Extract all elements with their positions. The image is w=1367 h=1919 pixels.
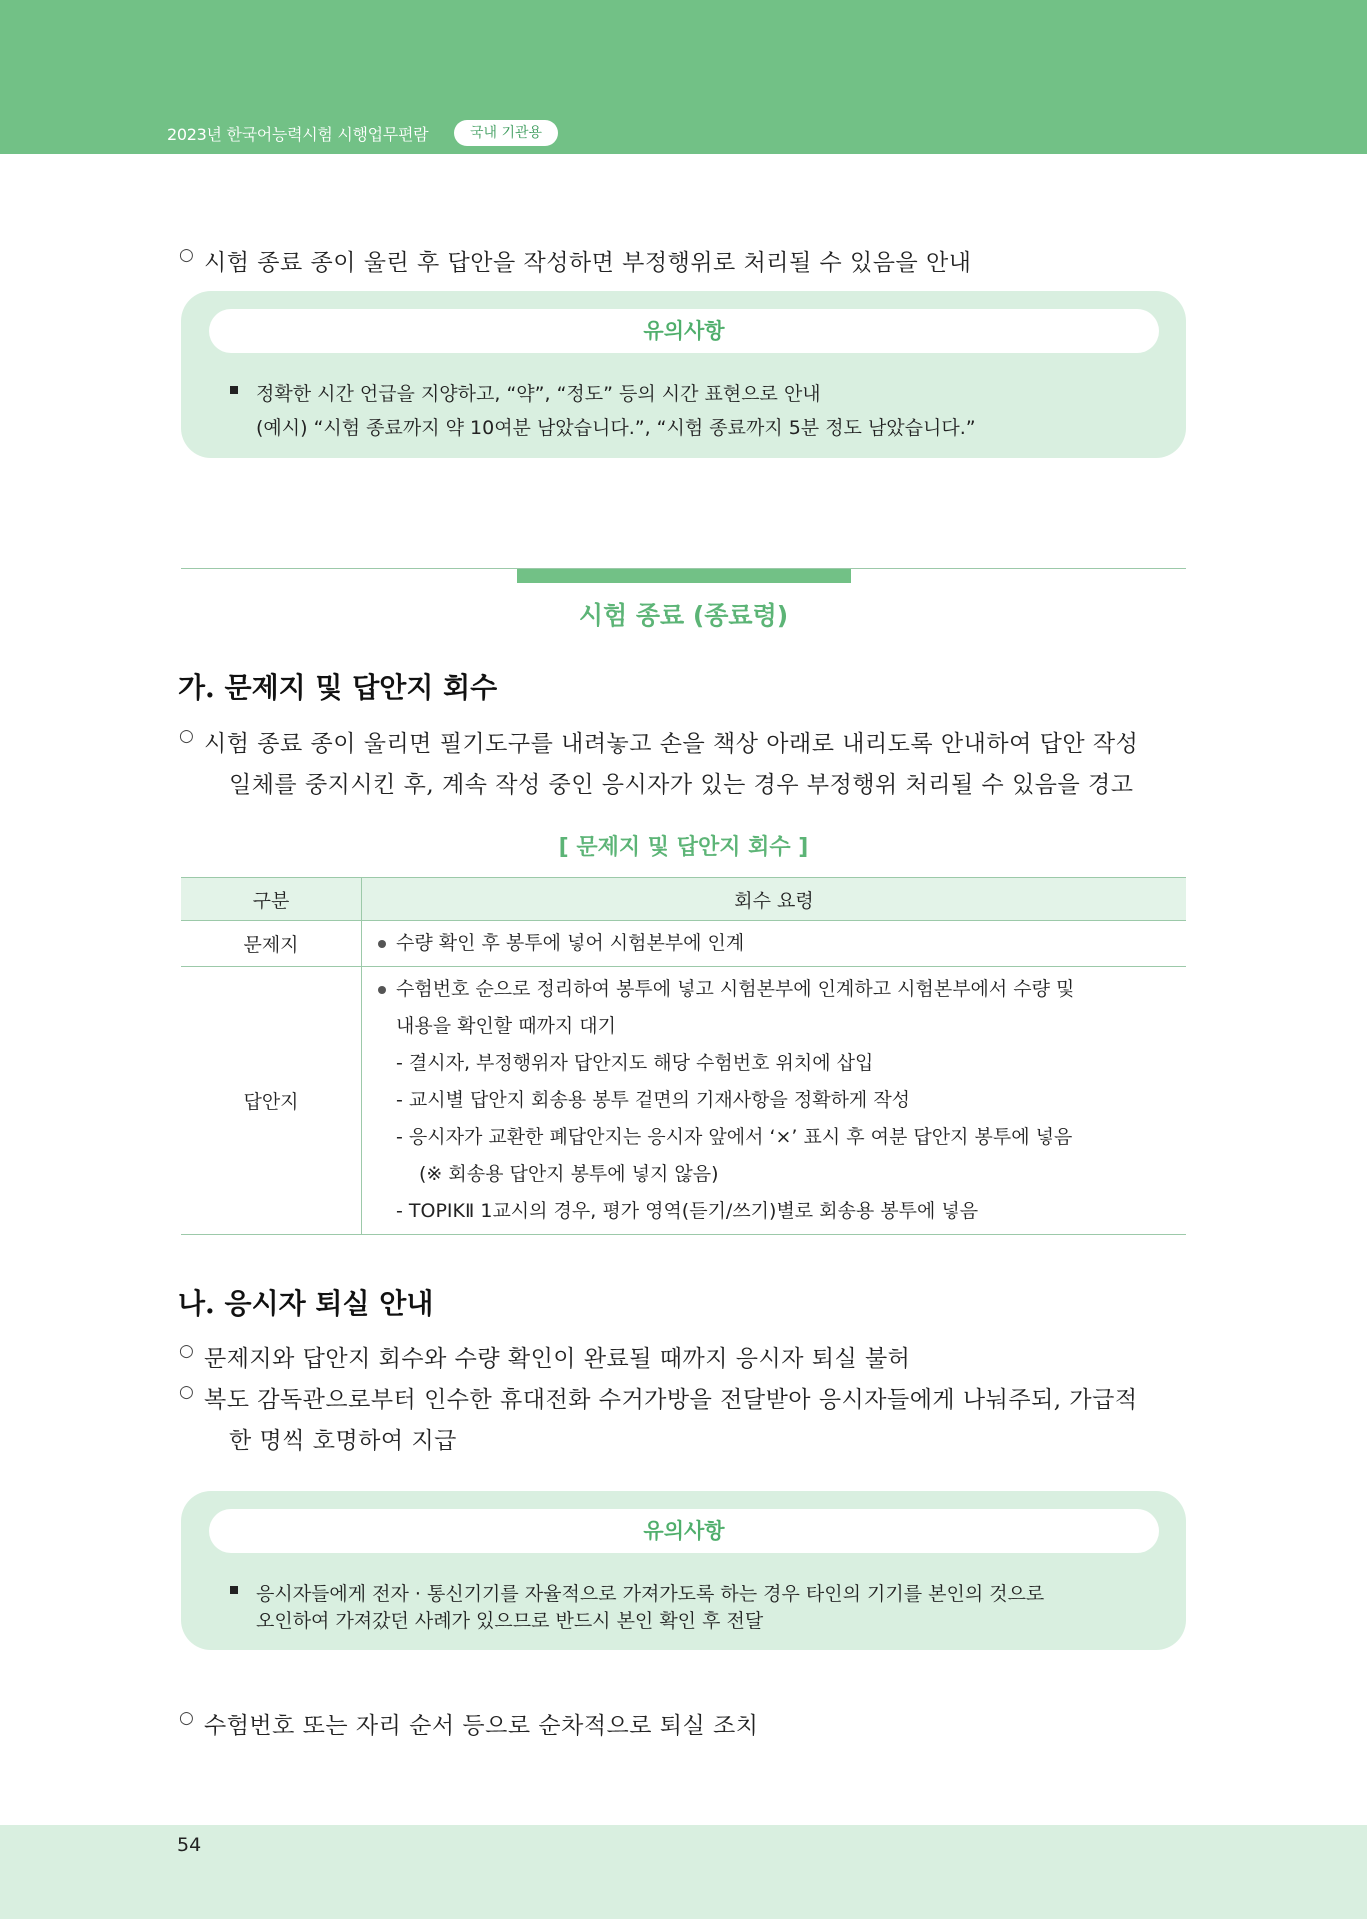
circle-bullet-icon: ○ xyxy=(179,726,195,746)
recovery-table xyxy=(181,877,1186,1235)
list-item: - 응시자가 교환한 폐답안지는 응시자 앞에서 ‘×’ 표시 후 여분 답안지 봉투에 넣음 xyxy=(396,1126,1073,1148)
note-line-text: 정확한 시간 언급을 지양하고, “약”, “정도” 등의 시간 표현으로 안내 xyxy=(256,383,821,405)
list-item: 수량 확인 후 봉투에 넣어 시험본부에 인계 xyxy=(374,925,1186,962)
note-title: 유의사항 xyxy=(209,309,1159,353)
table-row xyxy=(181,967,1186,1235)
list-item: - 교시별 답안지 회송용 봉투 겉면의 기재사항을 정확하게 작성 xyxy=(396,1089,911,1111)
note-box-time xyxy=(181,291,1186,458)
exit-bullet-text: 문제지와 답안지 회수와 수량 확인이 완료될 때까지 응시자 퇴실 불허 xyxy=(204,1346,911,1372)
circle-bullet-icon: ○ xyxy=(179,1382,195,1402)
collect-bullet xyxy=(179,725,1139,758)
table-cell-method xyxy=(362,967,1187,1235)
table-cell-category: 답안지 xyxy=(181,967,362,1235)
note-line-continuation: 오인하여 가져갔던 사례가 있으므로 반드시 본인 확인 후 전달 xyxy=(256,1610,764,1632)
circle-bullet-icon: ○ xyxy=(179,1341,195,1361)
column-header: 구분 xyxy=(181,878,362,921)
heading-collect: 가. 문제지 및 답안지 회수 xyxy=(178,671,498,704)
note-example: (예시) “시험 종료까지 약 10여분 남았습니다.”, “시험 종료까지 5분 정도 남았습니다.” xyxy=(256,417,976,439)
list-item: - TOPIKⅡ 1교시의 경우, 평가 영역(듣기/쓰기)별로 회송용 봉투에 넣음 xyxy=(396,1200,979,1222)
table-header-row xyxy=(181,878,1186,921)
document-title: 2023년 한국어능력시험 시행업무편람 xyxy=(167,125,429,144)
circle-bullet-icon: ○ xyxy=(179,245,195,265)
section-tab-accent xyxy=(517,569,851,583)
edition-badge: 국내 기관용 xyxy=(454,120,558,146)
section-title: 시험 종료 (종료령) xyxy=(578,601,789,630)
intro-bullet-text: 시험 종료 종이 울린 후 답안을 작성하면 부정행위로 처리될 수 있음을 안내 xyxy=(204,250,972,276)
phone-bag-bullet xyxy=(179,1381,1138,1414)
collect-bullet-continuation: 일체를 중지시킨 후, 계속 작성 중인 응시자가 있는 경우 부정행위 처리될 수 있음을 경고 xyxy=(229,772,1134,798)
note-line-text: 응시자들에게 전자 · 통신기기를 자율적으로 가져가도록 하는 경우 타인의 기기를 본인의 것으로 xyxy=(256,1583,1045,1605)
column-header: 회수 요령 xyxy=(362,878,1187,921)
intro-bullet xyxy=(179,244,972,277)
final-bullet-text: 수험번호 또는 자리 순서 등으로 순차적으로 퇴실 조치 xyxy=(204,1713,759,1739)
square-bullet-icon xyxy=(230,386,238,394)
list-item: - 결시자, 부정행위자 답안지도 해당 수험번호 위치에 삽입 xyxy=(396,1052,874,1074)
list-item: (※ 회송용 답안지 봉투에 넣지 않음) xyxy=(419,1163,719,1185)
square-bullet-icon xyxy=(230,1586,238,1594)
heading-exit: 나. 응시자 퇴실 안내 xyxy=(178,1287,434,1320)
exit-bullet xyxy=(179,1340,911,1373)
table-cell-method xyxy=(362,921,1187,967)
table-row xyxy=(181,921,1186,967)
circle-bullet-icon: ○ xyxy=(179,1708,195,1728)
table-caption: [ 문제지 및 답안지 회수 ] xyxy=(558,835,809,860)
final-bullet xyxy=(179,1707,759,1740)
list-item: 내용을 확인할 때까지 대기 xyxy=(396,1015,617,1037)
list-item: 수험번호 순으로 정리하여 봉투에 넣고 시험본부에 인계하고 시험본부에서 수량 및 xyxy=(374,971,1186,1008)
phone-bag-bullet-continuation: 한 명씩 호명하여 지급 xyxy=(229,1428,457,1454)
table-cell-category: 문제지 xyxy=(181,921,362,967)
note-line xyxy=(256,379,821,406)
page-number: 54 xyxy=(177,1834,202,1856)
collect-bullet-text: 시험 종료 종이 울리면 필기도구를 내려놓고 손을 책상 아래로 내리도록 안내하여 답안 작성 xyxy=(204,731,1139,757)
note-line xyxy=(256,1579,1044,1606)
footer-band xyxy=(0,1825,1367,1919)
note-title: 유의사항 xyxy=(209,1509,1159,1553)
phone-bag-bullet-text: 복도 감독관으로부터 인수한 휴대전화 수거가방을 전달받아 응시자들에게 나눠주되, 가급적 xyxy=(204,1387,1138,1413)
note-box-devices xyxy=(181,1491,1186,1650)
